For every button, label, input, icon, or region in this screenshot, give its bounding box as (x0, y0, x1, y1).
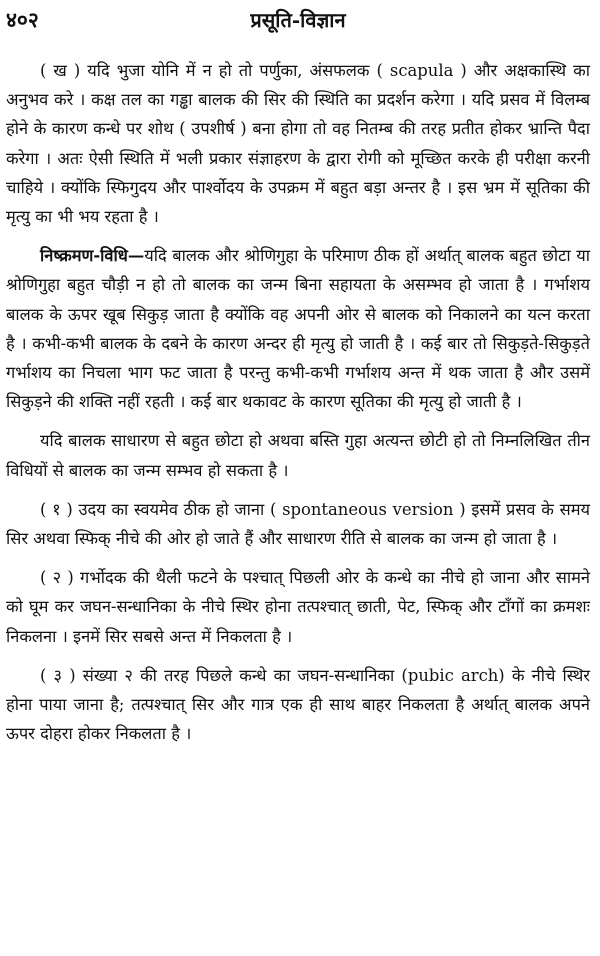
paragraph-text: यदि बालक और श्रोणिगुहा के परिमाण ठीक हों अर्थात् बालक बहुत छोटा या श्रोणिगुहा बहुत चौड़ी न हो तो बालक का जन्म बिना सहायता के असम्भव हो जाता है । गर्भाशय बालक के ऊपर खूब सिकुड़ जाता है क्योंकि वह अपनी ओर से बालक को निकालने का यत्न करता है । कभी-कभी बालक के दबने के कारण अन्दर ही मृत्यु हो जाती है । कई बार तो सिकुड़ते-सिकुड़ते गर्भाशय का निचला भाग फट जाता है परन्तु कभी-कभी गर्भाशय अन्त में थक जाता है और उसमें सिकुड़ने की शक्ति नहीं रहती । कई बार थकावट के कारण सूतिका की मृत्यु हो जाती है । (6, 246, 590, 412)
list-item-2 (6, 563, 590, 651)
page-number: ४०२ (6, 7, 39, 32)
paragraph-text: यदि बालक साधारण से बहुत छोटा हो अथवा बस्ति गुहा अत्यन्त छोटी हो तो निम्नलिखित तीन विधियों से बालक का जन्म सम्भव हो सकता है । (6, 431, 590, 480)
paragraph-text: ( १ ) उदय का स्वयमेव ठीक हो जाना ( spontaneous version ) इसमें प्रसव के समय सिर अथवा स्फिक् नीचे की ओर हो जाते हैं और साधारण रीति से बालक का जन्म हो जाता है । (6, 499, 590, 549)
paragraph-text: ( ३ ) संख्या २ की तरह पिछले कन्धे का जघन-सन्धानिका (pubic arch) के नीचे स्थिर होना पाया जाना है; तत्पश्चात् सिर और गात्र एक ही साथ बाहर निकलता है अर्थात् बालक अपने ऊपर दोहरा होकर निकलता है । (6, 665, 590, 744)
paragraph-text: ( ख ) यदि भुजा योनि में न हो तो पर्णुका, अंसफलक ( scapula ) और अक्षकास्थि का अनुभव करे । कक्ष तल का गड्ढा बालक की सिर की स्थिति का प्रदर्शन करेगा । यदि प्रसव में विलम्ब होने के कारण कन्धे पर शोथ ( उपशीर्ष ) बना होगा तो वह नितम्ब की तरह प्रतीत होकर भ्रान्ति पैदा करेगा । अतः ऐसी स्थिति में भली प्रकार संज्ञाहरण के द्वारा रोगी को मूच्छित करके ही परीक्षा करनी चाहिये । क्योंकि स्फिगुदय और पार्श्वोदय के उपक्रम में बहुत बड़ा अन्तर है । इस भ्रम में सूतिका की मृत्यु का भी भय रहता है । (6, 61, 590, 227)
running-title: प्रसूति-विज्ञान (250, 8, 346, 32)
section-heading: निष्क्रमण-विधि— (40, 246, 145, 266)
list-item-1 (6, 495, 590, 553)
paragraph-text: ( २ ) गर्भोदक की थैली फटने के पश्चात् पिछली ओर के कन्धे का नीचे हो जाना और सामने को घूम कर जघन-सन्धानिका के नीचे स्थिर होना तत्पश्चात् छाती, पेट, स्फिक् और टाँगों का क्रमशः निकलना । इनमें सिर सबसे अन्त में निकलता है । (6, 568, 590, 646)
body-text (6, 56, 590, 748)
page-header (6, 6, 590, 36)
paragraph-delivery-method (6, 241, 590, 416)
list-item-3 (6, 661, 590, 749)
paragraph-three-methods (6, 426, 590, 484)
paragraph-arm-palpation (6, 56, 590, 231)
